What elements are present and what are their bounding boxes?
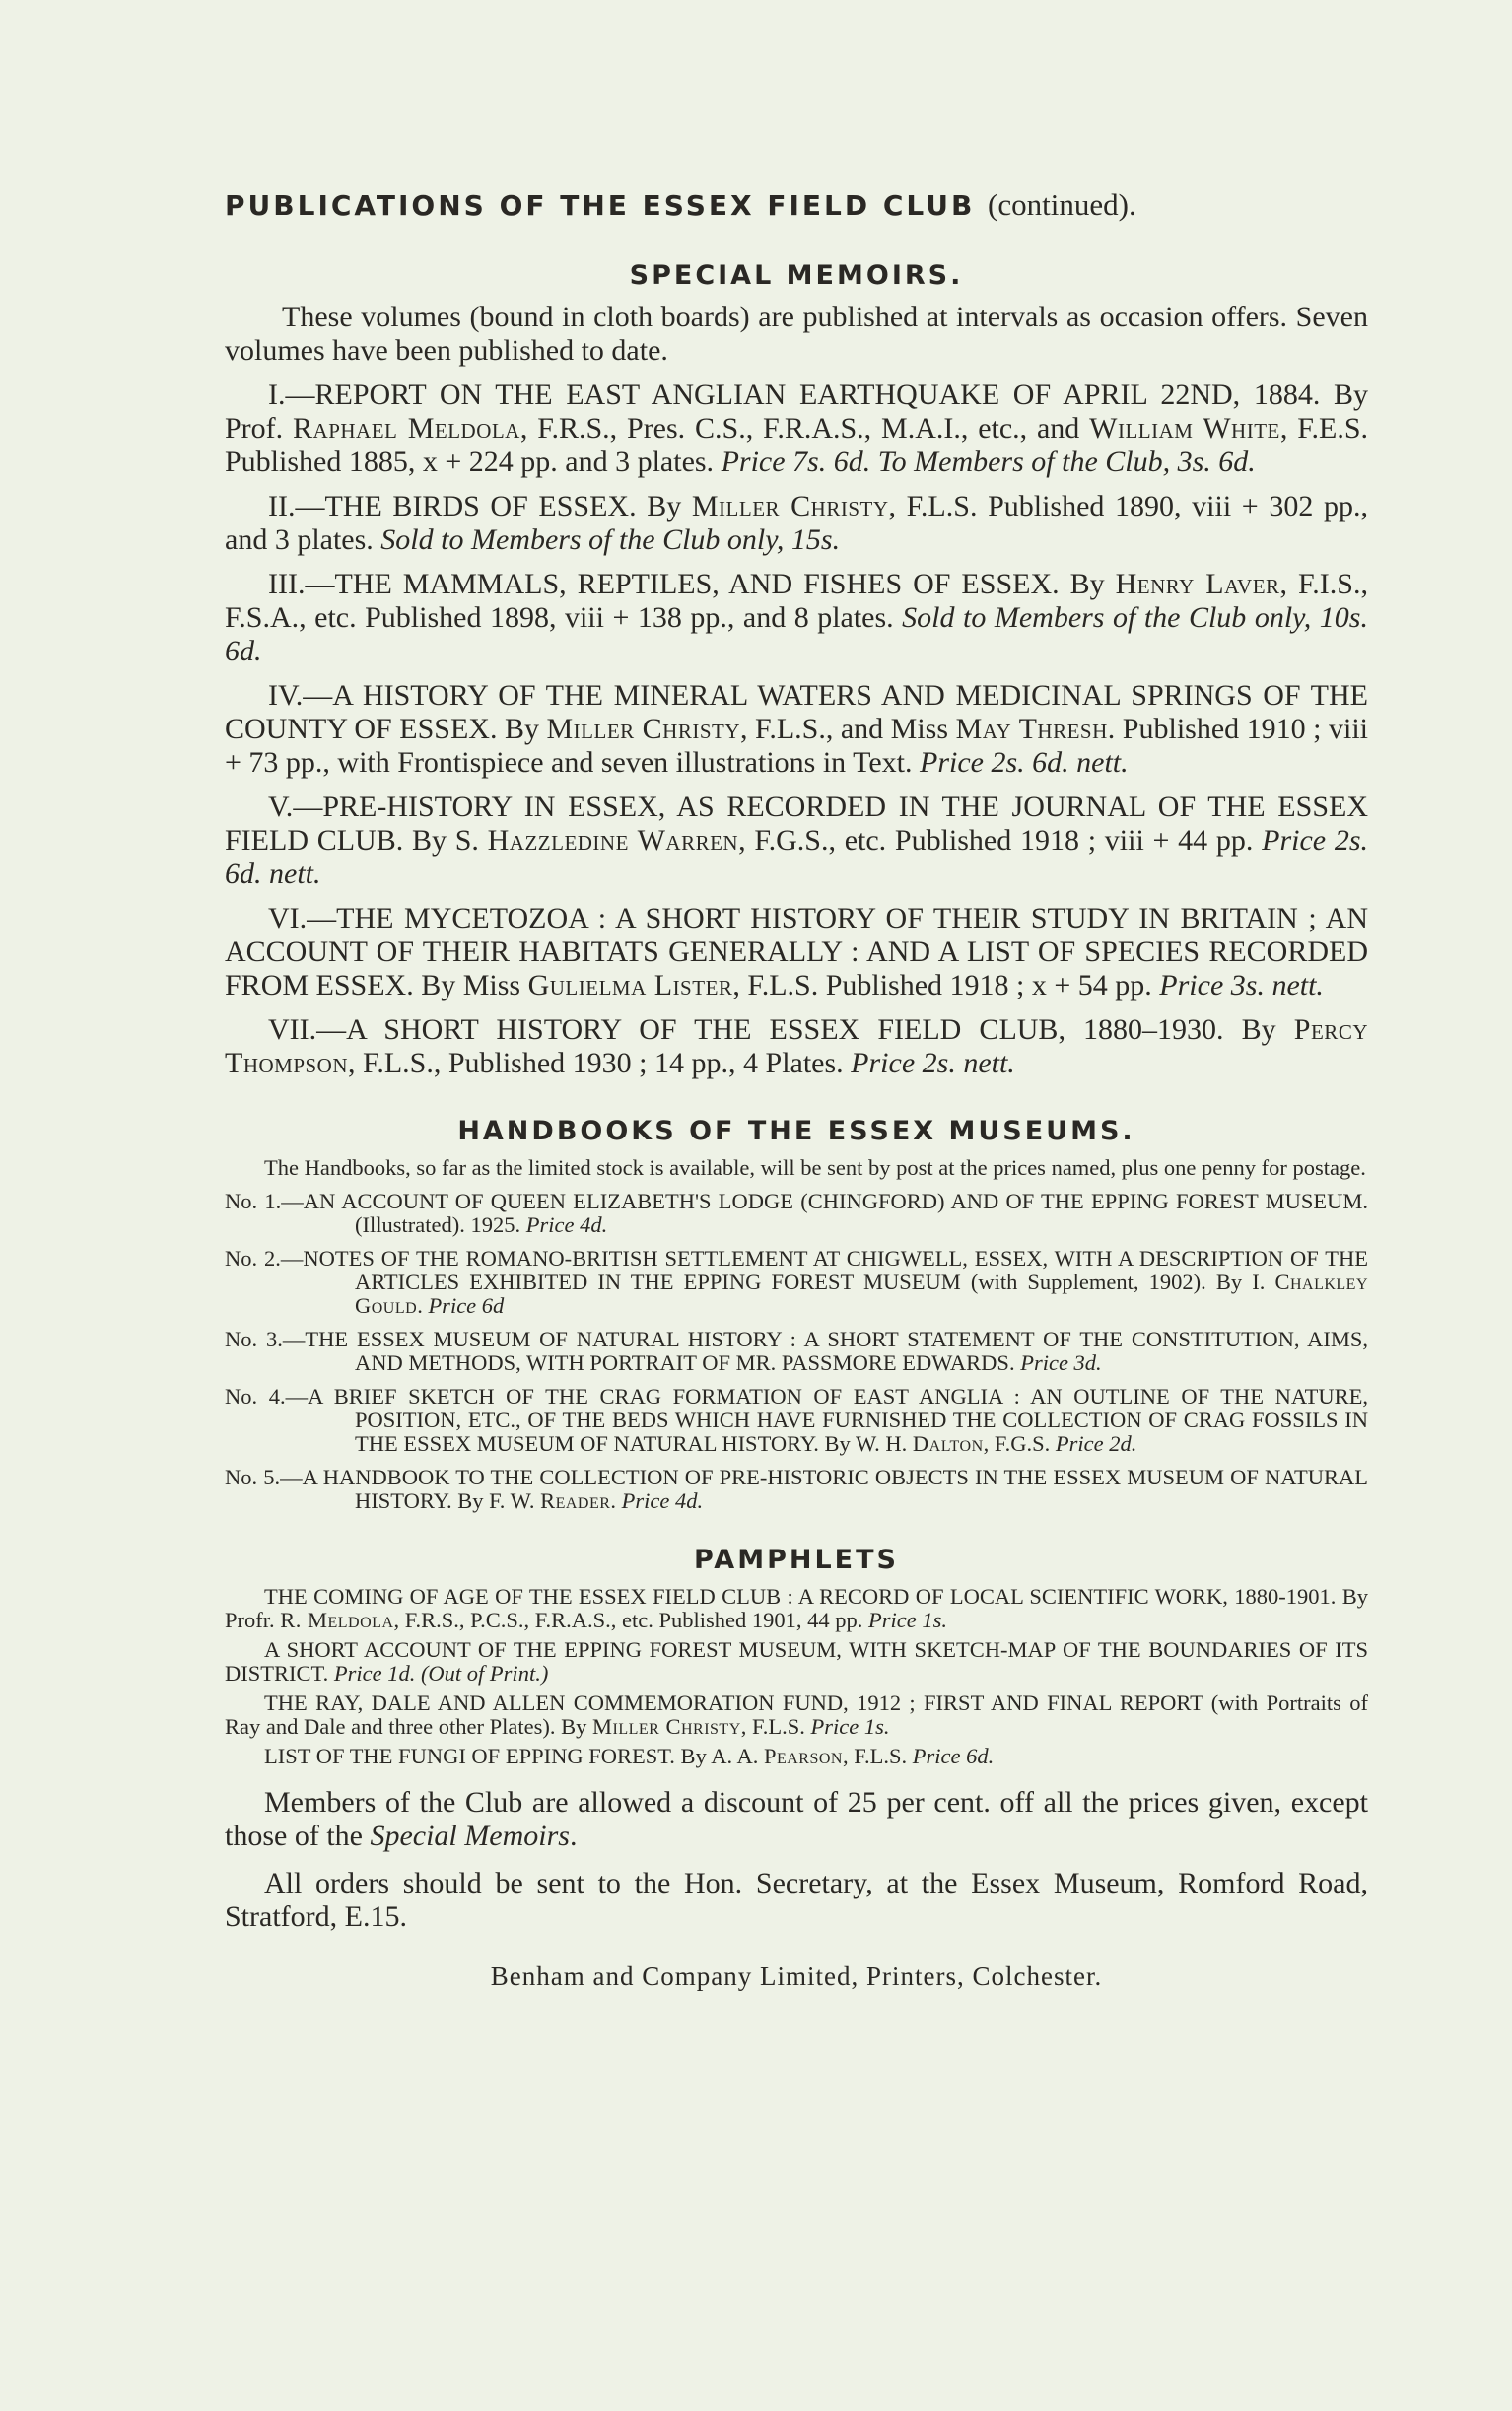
handbooks-list bbox=[225, 1190, 1368, 1513]
memoir-item: V.—PRE-HISTORY IN ESSEX, AS RECORDED IN THE JOURNAL OF THE ESSEX FIELD CLUB. By S. Hazzledine Warren, F.G.S., etc. Published 1918 ; viii + 44 pp. Price 2s. 6d. nett. bbox=[225, 791, 1368, 890]
special-memoirs-title: SPECIAL MEMOIRS. bbox=[629, 260, 964, 291]
pamphlets-list bbox=[225, 1585, 1368, 1768]
memoir-item: VII.—A SHORT HISTORY OF THE ESSEX FIELD CLUB, 1880–1930. By Percy Thompson, F.L.S., Published 1930 ; 14 pp., 4 Plates. Price 2s. nett. bbox=[225, 1013, 1368, 1079]
handbook-item: No. 4.—A BRIEF SKETCH OF THE CRAG FORMATION OF EAST ANGLIA : AN OUTLINE OF THE NATURE, POSITION, ETC., OF THE BEDS WHICH HAVE FURNISHED THE COLLECTION OF CRAG FOSSILS IN THE ESSEX MUSEUM OF NATURAL HISTORY. By W. H. Dalton, F.G.S. Price 2d. bbox=[225, 1384, 1369, 1456]
memoir-item: I.—REPORT ON THE EAST ANGLIAN EARTHQUAKE OF APRIL 22ND, 1884. By Prof. Raphael Meldola, F.R.S., Pres. C.S., F.R.A.S., M.A.I., etc., and William White, F.E.S. Published 1885, x + 224 pp. and 3 plates. Price 7s. 6d. To Members of the Club, 3s. 6d. bbox=[225, 379, 1369, 478]
pamphlet-item: LIST OF THE FUNGI OF EPPING FOREST. By A. A. Pearson, F.L.S. Price 6d. bbox=[264, 1744, 995, 1768]
handbooks-intro: The Handbooks, so far as the limited stock is available, will be sent by post at the prices named, plus one penny for postage. bbox=[264, 1155, 1366, 1180]
handbook-item: No. 5.—A HANDBOOK TO THE COLLECTION OF PRE-HISTORIC OBJECTS IN THE ESSEX MUSEUM OF NATURAL HISTORY. By F. W. Reader. Price 4d. bbox=[225, 1465, 1368, 1513]
handbook-item: No. 1.—AN ACCOUNT OF QUEEN ELIZABETH'S LODGE (CHINGFORD) AND OF THE EPPING FOREST MUSEUM. (Illustrated). 1925. Price 4d. bbox=[225, 1189, 1369, 1237]
special-memoirs-intro: These volumes (bound in cloth boards) are published at intervals as occasion offers. Seven volumes have been published to date. bbox=[225, 301, 1368, 367]
printer-imprint: Benham and Company Limited, Printers, Colchester. bbox=[490, 1962, 1103, 1991]
memoir-item: II.—THE BIRDS OF ESSEX. By Miller Christy, F.L.S. Published 1890, viii + 302 pp., and 3 plates. Sold to Members of the Club only, 15s. bbox=[225, 490, 1368, 556]
memoir-item: VI.—THE MYCETOZOA : A SHORT HISTORY OF THEIR STUDY IN BRITAIN ; AN ACCOUNT OF THEIR HABITATS GENERALLY : AND A LIST OF SPECIES RECORDED FROM ESSEX. By Miss Gulielma Lister, F.L.S. Published 1918 ; x + 54 pp. Price 3s. nett. bbox=[225, 902, 1368, 1001]
handbook-item: No. 2.—NOTES OF THE ROMANO-BRITISH SETTLEMENT AT CHIGWELL, ESSEX, WITH A DESCRIPTION OF THE ARTICLES EXHIBITED IN THE EPPING FOREST MUSEUM (with Supplement, 1902). By I. Chalkley Gould. Price 6d bbox=[225, 1246, 1368, 1318]
discount-notice: Members of the Club are allowed a discount of 25 per cent. off all the prices given, except those of the Special Memoirs. bbox=[225, 1786, 1368, 1852]
special-memoirs-list bbox=[225, 379, 1368, 1080]
handbook-item: No. 3.—THE ESSEX MUSEUM OF NATURAL HISTORY : A SHORT STATEMENT OF THE CONSTITUTION, AIMS, AND METHODS, WITH PORTRAIT OF MR. PASSMORE EDWARDS. Price 3d. bbox=[225, 1327, 1368, 1375]
page-content bbox=[225, 187, 1368, 1992]
pamphlet-item: A SHORT ACCOUNT OF THE EPPING FOREST MUSEUM, WITH SKETCH-MAP OF THE BOUNDARIES OF ITS DISTRICT. Price 1d. (Out of Print.) bbox=[225, 1637, 1368, 1686]
pamphlets-title: PAMPHLETS bbox=[694, 1545, 899, 1575]
memoir-item: III.—THE MAMMALS, REPTILES, AND FISHES OF ESSEX. By Henry Laver, F.I.S., F.S.A., etc. Published 1898, viii + 138 pp., and 8 plates. Sold to Members of the Club only, 10s. 6d. bbox=[225, 568, 1368, 667]
memoir-item: IV.—A HISTORY OF THE MINERAL WATERS AND MEDICINAL SPRINGS OF THE COUNTY OF ESSEX. By Miller Christy, F.L.S., and Miss May Thresh. Published 1910 ; viii + 73 pp., with Frontispiece and seven illustrations in Text. Price 2s. 6d. nett. bbox=[225, 679, 1369, 779]
title-continued: (continued). bbox=[988, 187, 1136, 222]
title-text: PUBLICATIONS OF THE ESSEX FIELD CLUB bbox=[225, 189, 976, 222]
pamphlet-item: THE COMING OF AGE OF THE ESSEX FIELD CLUB : A RECORD OF LOCAL SCIENTIFIC WORK, 1880-1901. By Profr. R. Meldola, F.R.S., P.C.S., F.R.A.S., etc. Published 1901, 44 pp. Price 1s. bbox=[225, 1584, 1368, 1632]
orders-notice: All orders should be sent to the Hon. Secretary, at the Essex Museum, Romford Road, Stratford, E.15. bbox=[225, 1867, 1368, 1933]
page-title bbox=[225, 187, 1368, 223]
pamphlet-item: THE RAY, DALE AND ALLEN COMMEMORATION FUND, 1912 ; FIRST AND FINAL REPORT (with Portraits of Ray and Dale and three other Plates). By Miller Christy, F.L.S. Price 1s. bbox=[225, 1690, 1368, 1739]
handbooks-title: HANDBOOKS OF THE ESSEX MUSEUMS. bbox=[457, 1116, 1135, 1146]
